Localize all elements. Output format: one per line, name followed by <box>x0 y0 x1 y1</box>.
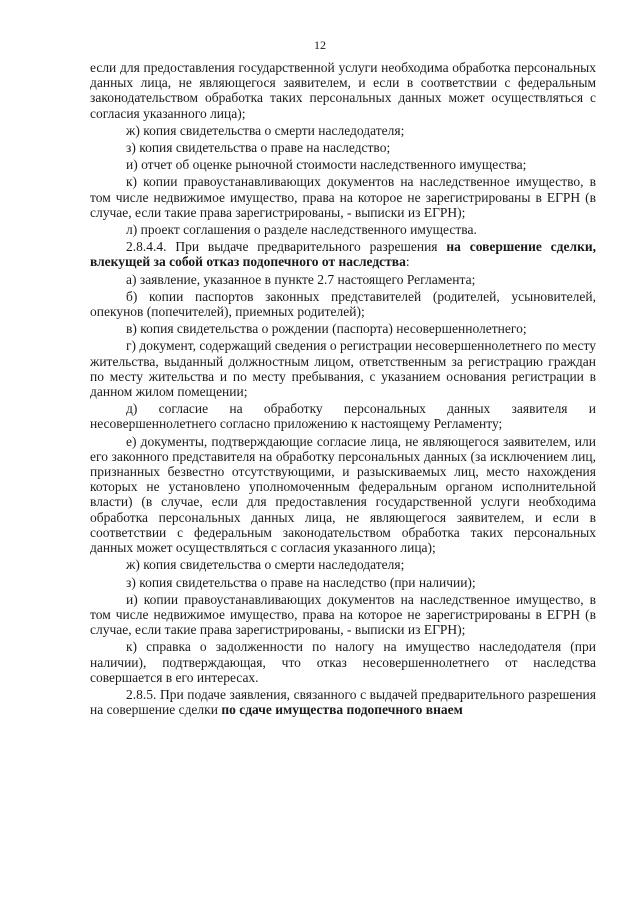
paragraph: ж) копия свидетельства о смерти наследодателя; <box>126 122 405 138</box>
paragraph: з) копия свидетельства о праве на наследство; <box>126 140 391 156</box>
paragraph: ж) копия свидетельства о смерти наследодателя; <box>126 557 405 573</box>
paragraph-bold-text: по сдаче имущества подопечного внаем <box>221 702 463 718</box>
paragraph-bold-text: на совершение сделки, влекущей за собой отказ подопечного от наследства <box>90 239 596 270</box>
paragraph: если для предоставления государственной услуги необходима обработка персональных данных лица, не являющегося заявителем, и если в соответствии с федеральным законодательством обработка таких персональных данных может осуществляться с согласия указанного лица); <box>90 60 596 121</box>
document-body <box>90 60 596 719</box>
paragraph: а) заявление, указанное в пункте 2.7 настоящего Регламента; <box>126 271 476 287</box>
paragraph: л) проект соглашения о разделе наследственного имущества. <box>126 222 477 238</box>
paragraph: и) копии правоустанавливающих документов на наследственное имущество, в том числе недвижимое имущество, права на которое не зарегистрированы в ЕГРН (в случае, если такие права зарегистрированы, - выписки из ЕГРН); <box>90 591 596 638</box>
paragraph-text: 2.8.5. При подаче заявления, связанного с выдачей предварительного разрешения на совершение сделки <box>90 686 596 718</box>
paragraph: д) согласие на обработку персональных данных заявителя и несовершеннолетнего согласно приложению к настоящему Регламенту; <box>90 401 596 432</box>
paragraph <box>90 239 596 269</box>
paragraph: б) копии паспортов законных представителей (родителей, усыновителей, опекунов (попечителей), приемных родителей); <box>90 288 596 320</box>
paragraph: к) справка о задолженности по налогу на имущество наследодателя (при наличии), подтверждающая, что отказ несовершеннолетнего от наследства совершается в его интересах. <box>90 639 596 685</box>
page-number: 12 <box>314 38 326 52</box>
paragraph: к) копии правоустанавливающих документов на наследственное имущество, в том числе недвижимое имущество, права на которое не зарегистрированы в ЕГРН (в случае, если такие права зарегистрированы, - выписки из ЕГРН); <box>90 174 596 220</box>
paragraph: в) копия свидетельства о рождении (паспорта) несовершеннолетнего; <box>126 321 527 337</box>
paragraph-text: : <box>405 254 410 270</box>
paragraph: и) отчет об оценке рыночной стоимости наследственного имущества; <box>126 157 527 173</box>
paragraph: з) копия свидетельства о праве на наследство (при наличии); <box>126 574 476 590</box>
paragraph: г) документ, содержащий сведения о регистрации несовершеннолетнего по месту жительства, выданный должностным лицом, ответственным за регистрацию граждан по месту жительства и по месту пребывания, с указанием основания регистрации в данном жилом помещении; <box>90 338 596 400</box>
paragraph <box>90 687 596 717</box>
paragraph-text: 2.8.4.4. При выдаче предварительного разрешения <box>126 239 447 255</box>
paragraph: е) документы, подтверждающие согласие лица, не являющегося заявителем, или его законного представителя на обработку персональных данных (за исключением лиц, признанных безвестно отсутствующими, и разыскиваемых лиц, место нахождения которых не установлено уполномоченным федеральным органом исполнительной власти) (в случае, если для предоставления государственной услуги необходима обработка персональных данных лица, не являющегося заявителем, и если в соответствии с федеральным законодательством обработка таких персональных данных может осуществляться с согласия указанного лица); <box>90 433 596 556</box>
